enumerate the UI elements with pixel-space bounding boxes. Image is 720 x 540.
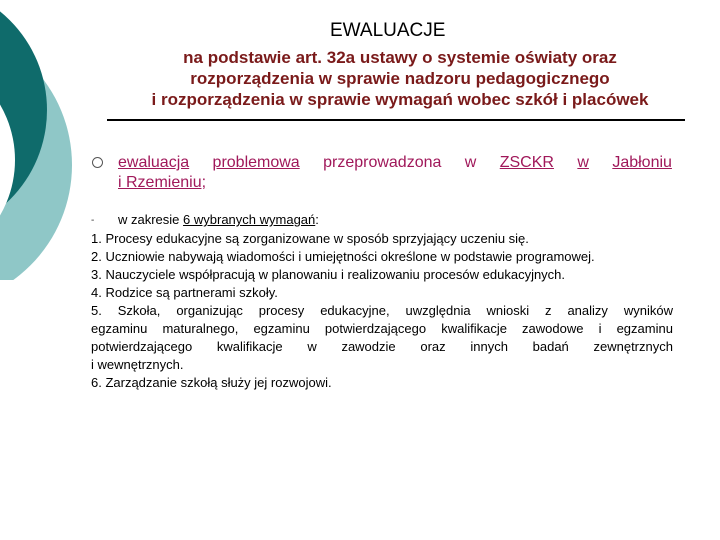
word: 5. (91, 303, 102, 318)
bullet-word: w (464, 154, 477, 171)
word: zewnętrznych (593, 339, 673, 354)
word: innych (470, 339, 508, 354)
evaluation-bullet (118, 153, 672, 193)
word: organizując (176, 303, 243, 318)
word: kwalifikacje (216, 339, 283, 354)
word: zawodowe (522, 321, 584, 336)
subtitle-line: na podstawie art. 32a ustawy o systemie oświaty oraz (183, 48, 617, 67)
word: w (307, 339, 317, 354)
slide-title: EWALUACJE (330, 20, 446, 41)
word: potwierdzającego (324, 321, 427, 336)
word: maturalnego, (162, 321, 239, 336)
word: procesy (258, 303, 305, 318)
bullet-word: ZSCKR (499, 154, 554, 171)
list-item-line: i wewnętrznych. (91, 357, 184, 372)
word: egzaminu (616, 321, 673, 336)
word: wyników (623, 303, 673, 318)
word: kwalifikacje (441, 321, 507, 336)
bullet-word: Jabłoniu (612, 154, 672, 171)
requirements-list (91, 230, 673, 392)
slide-subtitle (120, 47, 680, 110)
list-item: 2. Uczniowie nabywają wiadomości i umiejętności określone w podstawie programowej. (91, 249, 595, 264)
word: badań (532, 339, 569, 354)
bullet-word: ewaluacja (118, 154, 190, 171)
list-item: 3. Nauczyciele współpracują w planowaniu i realizowaniu procesów edukacyjnych. (91, 267, 566, 282)
list-item: 1. Procesy edukacyjne są zorganizowane w sposób sprzyjający uczeniu się. (91, 231, 529, 246)
word: uwzględnia (405, 303, 471, 318)
list-item-line (91, 320, 673, 338)
word: zawodzie (341, 339, 396, 354)
word: potwierdzającego (91, 339, 193, 354)
list-item-line (91, 338, 673, 356)
bullet-word: problemowa (212, 154, 300, 171)
scope-prefix: w zakresie (118, 212, 184, 227)
subtitle-line: rozporządzenia w sprawie nadzoru pedagogicznego (190, 69, 610, 88)
bullet-line (118, 153, 672, 173)
word: wnioski (486, 303, 530, 318)
word: z (545, 303, 552, 318)
list-item: 6. Zarządzanie szkołą służy jej rozwojowi. (91, 375, 332, 390)
horizontal-divider (107, 119, 685, 121)
word: egzaminu (91, 321, 148, 336)
bullet-word: w (577, 154, 589, 171)
word: edukacyjne, (320, 303, 390, 318)
scope-line (118, 212, 319, 227)
teal-circles-decoration (0, 0, 90, 280)
word: i (598, 321, 602, 336)
word: egzaminu (253, 321, 310, 336)
list-item: 4. Rodzice są partnerami szkoły. (91, 285, 278, 300)
circle-outline-icon (92, 157, 103, 168)
scope-suffix: : (315, 212, 319, 227)
subtitle-line: i rozporządzenia w sprawie wymagań wobec szkół i placówek (151, 90, 649, 109)
list-item-line (91, 302, 673, 320)
word: oraz (420, 339, 446, 354)
dash-marker: - (91, 215, 95, 226)
bullet-word: przeprowadzona (323, 154, 442, 171)
bullet-line: i Rzemieniu; (118, 174, 207, 191)
word: analizy (567, 303, 608, 318)
word: Szkoła, (117, 303, 161, 318)
scope-underlined: 6 wybranych wymagań (183, 212, 316, 227)
